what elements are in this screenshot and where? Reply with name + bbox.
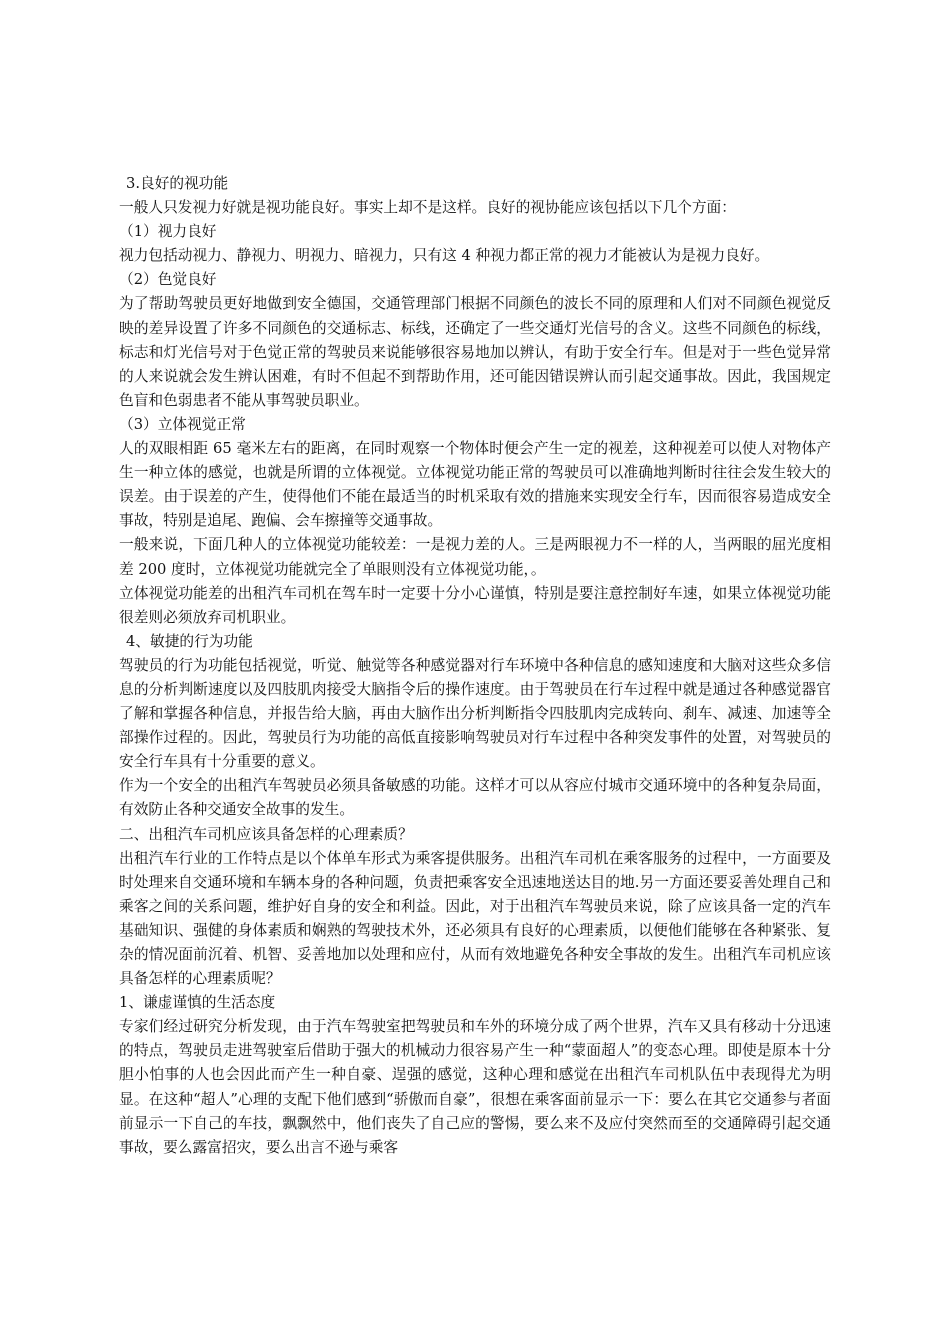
paragraph-psychological-quality: 出租汽车行业的工作特点是以个体单车形式为乘客提供服务。出租汽车司机在乘客服务的过程中，一方面要及时处理来自交通环境和车辆本身的各种问题，负责把乘客安全迅速地送达目的地.另一方面还要妥善处理自己和乘客之间的关系问题，维护好自身的安全和利益。因此，对于出租汽车驾驶员来说，除了应该具备一定的汽车基础知识、强健的身体素质和娴熟的驾驶技术外，还必须具有良好的心理素质，以便他们能够在各种紧张、复杂的情况面前沉着、机智、妥善地加以处理和应付，从而有效地避免各种安全事故的发生。出租汽车司机应该具备怎样的心理素质呢？ (119, 849, 831, 988)
paragraph-stereo-caution: 立体视觉功能差的出租汽车司机在驾车时一定要十分小心谨慎，特别是要注意控制好车速，如果立体视觉功能很差则必须放弃司机职业。 (119, 584, 831, 626)
heading-psychological-quality: 二、出租汽车司机应该具备怎样的心理素质？ (119, 825, 413, 843)
heading-visual-function: 3.良好的视功能 (126, 175, 229, 192)
paragraph-stereo-weak: 一般来说，下面几种人的立体视觉功能较差：一是视力差的人。三是两眼视力不一样的人，当两眼的屈光度相差 200 度时，立体视觉功能就完全了单眼则没有立体视觉功能，。 (119, 536, 831, 578)
subheading-stereo-vision: （3）立体视觉正常 (119, 415, 246, 433)
paragraph-visual-intro: 一般人只发视力好就是视功能良好。事实上却不是这样。良好的视协能应该包括以下几个方面： (119, 199, 736, 217)
paragraph-modest-attitude: 专家们经过研究分析发现，由于汽车驾驶室把驾驶员和车外的环境分成了两个世界，汽车又具有移动十分迅速的特点，驾驶员走进驾驶室后借助于强大的机械动力很容易产生一种“蒙面超人”的变态心理。即使是原本十分胆小怕事的人也会因此而产生一种自豪、逞强的感觉，这种心理和感觉在出租汽车司机队伍中表现得尤为明显。在这种“超人”心理的支配下他们感到“骄傲而自豪”，很想在乘客面前显示一下：要么在其它交通参与者面前显示一下自己的车技，飘飘然中，他们丧失了自己应的警惕，要么来不及应付突然而至的交通障碍引起交通事故，要么露富招灾，要么出言不逊与乘客 (119, 1018, 831, 1156)
heading-modest-attitude: 1、谦虚谨慎的生活态度 (119, 994, 276, 1012)
paragraph-eyesight: 视力包括动视力、静视力、明视力、暗视力，只有这 4 种视力都正常的视力才能被认为是视力良好。 (119, 247, 770, 265)
paragraph-color-vision: 为了帮助驾驶员更好地做到安全德国，交通管理部门根据不同颜色的波长不同的原理和人们对不同颜色视觉反映的差异设置了许多不同颜色的交通标志、标线，还确定了一些交通灯光信号的含义。这些不同颜色的标线，标志和灯光信号对于色觉正常的驾驶员来说能够很容易地加以辨认，有助于安全行车。但是对于一些色觉异常的人来说就会发生辨认困难，有时不但起不到帮助作用，还可能因错误辨认而引起交通事故。因此，我国规定色盲和色弱患者不能从事驾驶员职业。 (119, 295, 831, 409)
paragraph-stereo-vision: 人的双眼相距 65 毫米左右的距离，在同时观察一个物体时便会产生一定的视差，这种视差可以使人对物体产生一种立体的感觉，也就是所谓的立体视觉。立体视觉功能正常的驾驶员可以准确地判断时往往会发生较大的误差。由于误差的产生，使得他们不能在最适当的时机采取有效的措施来实现安全行车，因而很容易造成安全事故，特别是追尾、跑偏、会车擦撞等交通事故。 (119, 440, 831, 530)
heading-behavior-function: 4、敏捷的行为功能 (126, 632, 253, 650)
paragraph-behavior-function: 驾驶员的行为功能包括视觉，听觉、触觉等各种感觉器对行车环境中各种信息的感知速度和大脑对这些众多信息的分析判断速度以及四肢肌肉接受大脑指令后的操作速度。由于驾驶员在行车过程中就是通过各种感觉器官了解和掌握各种信息，并报告给大脑，再由大脑作出分析判断指令四肢肌肉完成转向、刹车、减速、加速等全部操作过程的。因此，驾驶员行为功能的高低直接影响驾驶员对行车过程中各种突发事件的处置，对驾驶员的安全行车具有十分重要的意义。 (119, 656, 831, 771)
paragraph-behavior-safety: 作为一个安全的出租汽车驾驶员必须具备敏感的功能。这样才可以从容应付城市交通环境中的各种复杂局面，有效防止各种交通安全故事的发生。 (119, 777, 831, 819)
subheading-color-vision: （2）色觉良好 (119, 271, 217, 289)
document-body (119, 172, 831, 1160)
subheading-eyesight: （1）视力良好 (119, 223, 217, 241)
